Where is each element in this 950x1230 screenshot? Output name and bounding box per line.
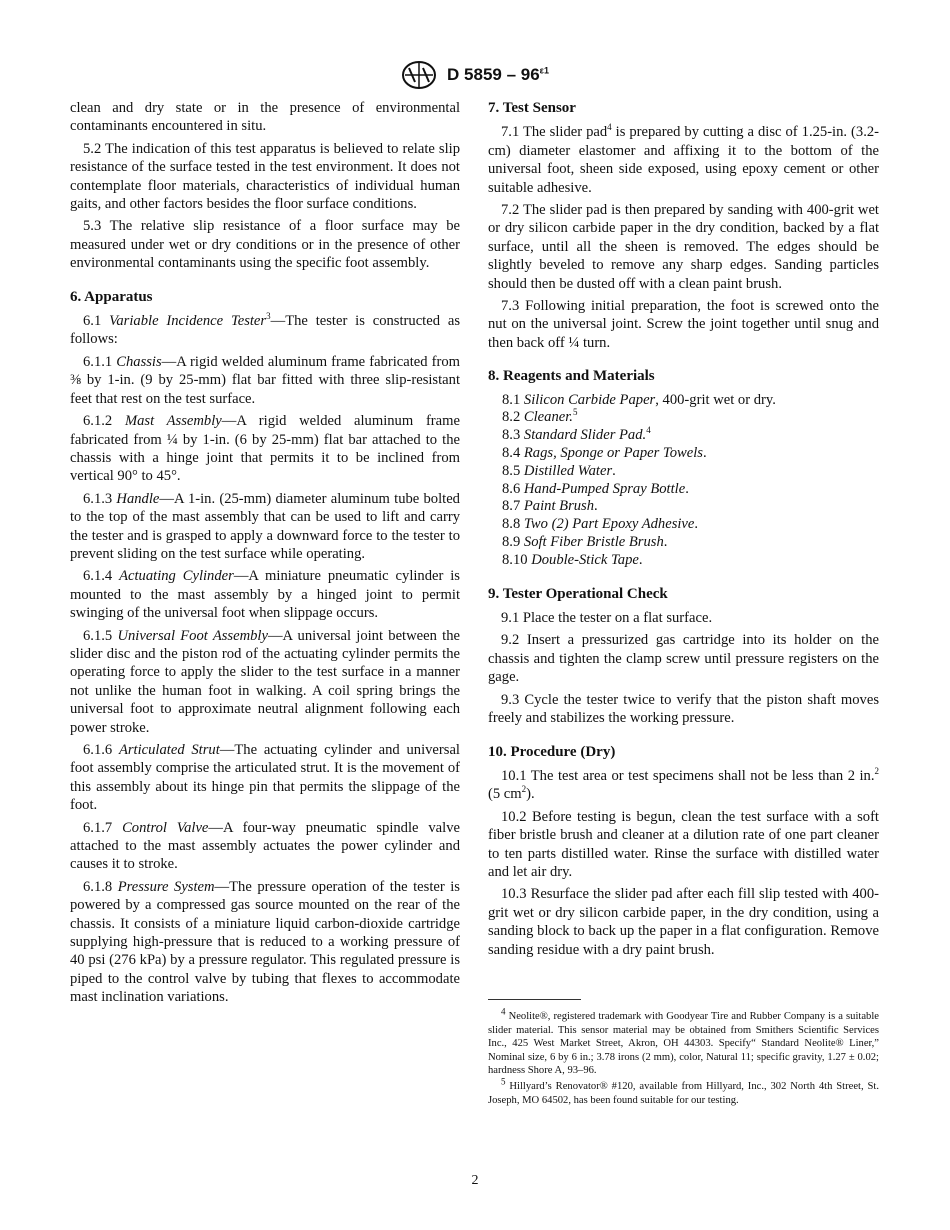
paragraph-6-1: 6.1 Variable Incidence Tester$^3$—The tester is constructed as follows: [70, 311, 461, 348]
paragraph-5-2: 5.2 The indication of this test apparatus is believed to relate slip resistance of the surface tested in the test environment. It does not contemplate floor materials, characteristics of individual human gaits, and other factors besides the floor surface conditions. [70, 140, 460, 213]
paragraph-10-1: 10.1 The test area or test specimens shall not be less than 2 in.$^2$ (5 $cm^2$). [488, 766, 879, 803]
list-item: 8.9 Soft Fiber Bristle Brush. [502, 534, 668, 551]
paragraph-10-2: 10.2 Before testing is begun, clean the test surface with a soft fiber bristle brush and cleaner at a dilution rate of one part cleaner to ten parts distilled water. Rinse the surface with distilled water and let air dry. [488, 808, 879, 880]
paragraph-6-1-7: 6.1.7 Control Valve—A four-way pneumatic spindle valve attached to the mast assembly actuates the power cylinder and causes it to stroke. [70, 819, 460, 873]
page-header [0, 60, 950, 90]
materials-list [488, 392, 879, 570]
paragraph-9-2: 9.2 Insert a pressurized gas cartridge into its holder on the chassis and tighten the clamp screw until pressure registers on the gage. [488, 632, 879, 686]
footnote-5: $^5$ Hillyard’s Renovator® #120, available from Hillyard, Inc., 302 North 4th Street, St. Joseph, MO 64502, has been found suitable for our testing. [488, 1076, 879, 1106]
paragraph-9-1: 9.1 Place the tester on a flat surface. [501, 610, 713, 627]
document-id: D $5859 - 96^{\varepsilon 1}$ [447, 65, 549, 84]
section-heading-10: 10. Procedure (Dry) [488, 743, 616, 760]
list-item: 8.2 Cleaner.$^5$ [502, 407, 578, 426]
paragraph-7-2: 7.2 The slider pad is then prepared by sanding with 400-grit wet or dry silicon carbide paper in the dry condition, backed by a flat surface, until all the sheen is removed. The edges should be slightly beveled to remove any sharp edges. Sanding particles should then be dusted off with a clean paint brush. [488, 202, 879, 292]
paragraph-6-1-2: 6.1.2 Mast Assembly—A rigid welded aluminum frame fabricated from ¼ by 1-in. (6 by 25-mm) flat bar attached to the chassis with a hinge joint that permits it to be inclined from vertical 90° to 45°. [70, 413, 460, 485]
list-item: 8.8 Two (2) Part Epoxy Adhesive. [502, 516, 699, 533]
list-item: 8.4 Rags, Sponge or Paper Towels. [502, 445, 707, 462]
paragraph-6-1-3: 6.1.3 Handle—A 1-in. (25-mm) diameter aluminum tube bolted to the top of the mast assembly that can be used to lift and carry the tester and is grasped to apply a downward force to the tester to prevent sliding on the test surface while operating. [70, 490, 460, 562]
list-item: 8.6 Hand-Pumped Spray Bottle. [502, 480, 689, 497]
right-column [488, 99, 879, 1109]
paragraph-10-3: 10.3 Resurface the slider pad after each fill slip tested with 400-grit wet or dry silicon carbide paper, in the dry condition, using a sanding block to back up the paper in a flat configuration. Remove sanding residue with a dry paint brush. [488, 886, 879, 958]
paragraph-7-1: 7.1 The slider pad$^4$ is prepared by cutting a disc of 1.25-in. (3.2-cm) diameter elastomer and affixing it to the bottom of the universal foot, sheen side exposed, using epoxy cement or other suitable adhesive. [488, 122, 880, 196]
left-column [70, 99, 460, 1011]
section-heading-6: 6. Apparatus [70, 288, 153, 305]
footnote-divider [488, 999, 581, 1000]
paragraph-6-1-4: 6.1.4 Actuating Cylinder—A miniature pneumatic cylinder is mounted to the mast assembly by a hinged joint to permit swinging of the universal foot when slippage occurs. [70, 568, 460, 622]
section-heading-8: 8. Reagents and Materials [488, 368, 655, 385]
paragraph-6-1-8: 6.1.8 Pressure System—The pressure operation of the tester is powered by a compressed gas source mounted on the rear of the chassis. It consists of a miniature liquid carbon-dioxide cartridge supplying high-pressure that is reduced to a working pressure of 40 psi (276 kPa) by a pressure regulator. This regulated pressure is piped to the control valve by tubing that flexes to accommodate mast inclination variations. [70, 878, 460, 1006]
page-number: 2 [471, 1173, 479, 1188]
paragraph-6-1-6: 6.1.6 Articulated Strut—The actuating cylinder and universal foot assembly comprise the articulated strut. It is the movement of this assembly about its hinge pin that permits the slippage of the foot. [70, 742, 460, 814]
list-item: 8.3 Standard Slider Pad.$^4$ [502, 425, 651, 444]
section-heading-9: 9. Tester Operational Check [488, 585, 668, 602]
paragraph-7-3: 7.3 Following initial preparation, the foot is screwed onto the nut on the universal joint. Screw the joint together until snug and then back off ¼ turn. [488, 298, 879, 351]
paragraph-6-1-5: 6.1.5 Universal Foot Assembly—A universal joint between the slider disc and the piston rod of the actuating cylinder permits the operating force to apply the slider to the test surface in a manner not unlike the human foot in walking. A coil spring brings the universal foot to approximate neutral alignment following each power stroke. [70, 627, 460, 736]
paragraph-6-1-1: 6.1.1 Chassis—A rigid welded aluminum frame fabricated from ⅜ by 1-in. (9 by 25-mm) flat bar fitted with three slip-resistant feet that rest on the test surface. [70, 353, 460, 407]
list-item: 8.5 Distilled Water. [502, 462, 616, 479]
footnote-4: $^4$ Neolite®, registered trademark with Goodyear Tire and Rubber Company is a suitable slider material. This sensor material may be obtained from Smithers Scientific Services Inc., 425 West Market Street, Akron, OH 44303. Specify“ Standard Neolite® Liner,” Nominal size, 6 by 6 in.; 3.78 irons (2 mm), color, Natural 11; specific gravity, 1.27 ± 0.02; hardness Shore A, 93–96. [488, 1006, 879, 1077]
list-item: 8.7 Paint Brush. [502, 498, 598, 515]
paragraph-5-1-cont: clean and dry state or in the presence of environmental contaminants encountered in situ. [70, 100, 460, 135]
list-item: 8.10 Double-Stick Tape. [502, 551, 643, 568]
list-item: 8.1 Silicon Carbide Paper, 400-grit wet or dry. [502, 391, 776, 408]
paragraph-9-3: 9.3 Cycle the tester twice to verify that the piston shaft moves freely and stabilizes the working pressure. [488, 691, 879, 727]
section-heading-7: 7. Test Sensor [488, 100, 576, 116]
paragraph-5-3: 5.3 The relative slip resistance of a floor surface may be measured under wet or dry conditions or in the presence of other environmental contaminants using the specific foot assembly. [70, 218, 460, 272]
astm-logo-icon [401, 60, 437, 90]
